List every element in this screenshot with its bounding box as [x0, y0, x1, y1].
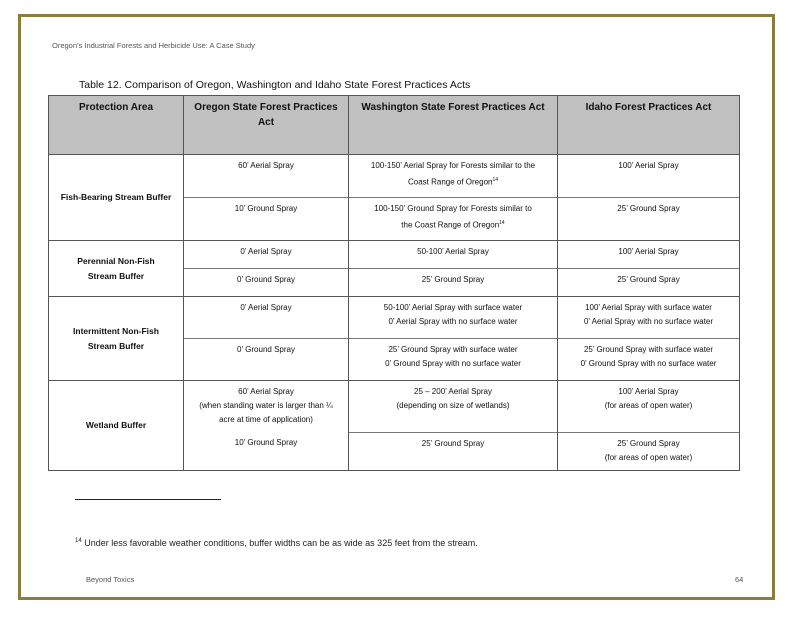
table-row: [49, 241, 740, 269]
table-row: [49, 297, 740, 339]
idaho-cell: 25’ Ground Spray with surface water 0’ Ground Spray with no surface water: [558, 339, 740, 381]
footnote-ref: 14: [492, 177, 499, 183]
washington-wetland-aerial: 25 – 200’ Aerial Spray (depending on size of wetlands): [396, 387, 510, 410]
oregon-cell: 0’ Aerial Spray: [184, 241, 349, 269]
footnote-text: Under less favorable weather conditions, buffer widths can be as wide as 325 feet from the stream.: [81, 538, 478, 548]
washington-cell: 25’ Ground Spray with surface water 0’ Ground Spray with no surface water: [349, 339, 558, 381]
idaho-cell: 100’ Aerial Spray: [558, 155, 740, 198]
column-header-protection-area: Protection Area: [49, 96, 184, 155]
idaho-cell: 100’ Aerial Spray with surface water 0’ Aerial Spray with no surface water: [558, 297, 740, 339]
idaho-wetland-aerial: 100’ Aerial Spray (for areas of open water): [604, 387, 693, 410]
idaho-wetland-ground: 25’ Ground Spray (for areas of open water): [558, 432, 739, 470]
table-caption: Table 12. Comparison of Oregon, Washington and Idaho State Forest Practices Acts: [79, 79, 471, 91]
oregon-cell: 0’ Aerial Spray: [184, 297, 349, 339]
idaho-cell: 25’ Ground Spray: [558, 269, 740, 297]
washington-cell: 50-100’ Aerial Spray: [349, 241, 558, 269]
table-header-row: [49, 96, 740, 155]
washington-cell: 100-150’ Aerial Spray for Forests similar to the Coast Range of Oregon$^{14}$: [349, 155, 558, 198]
protection-area-intermittent: Intermittent Non-Fish Stream Buffer: [49, 297, 184, 381]
oregon-cell: 0’ Ground Spray: [184, 339, 349, 381]
washington-cell: 100-150’ Ground Spray for Forests similar to the Coast Range of Oregon$^{14}$: [349, 198, 558, 241]
protection-area-wetland: Wetland Buffer: [49, 381, 184, 471]
washington-wetland-ground: 25’ Ground Spray: [349, 432, 557, 470]
column-header-oregon: Oregon State Forest Practices Act: [184, 96, 349, 155]
oregon-wetland-ground: 10’ Ground Spray: [234, 438, 298, 447]
table-row: [49, 155, 740, 198]
washington-cell: [349, 381, 558, 471]
idaho-cell: [558, 381, 740, 471]
footnote-number: 14: [75, 538, 82, 544]
forest-practices-table: [48, 95, 740, 471]
page-number: 64: [735, 575, 744, 584]
oregon-cell: [184, 381, 349, 471]
idaho-cell: 25’ Ground Spray: [558, 198, 740, 241]
column-header-idaho: Idaho Forest Practices Act: [558, 96, 740, 155]
protection-area-fish-bearing: Fish-Bearing Stream Buffer: [49, 155, 184, 241]
footer-publisher: Beyond Toxics: [86, 575, 135, 584]
washington-cell: 50-100’ Aerial Spray with surface water 0’ Aerial Spray with no surface water: [349, 297, 558, 339]
running-header: Oregon’s Industrial Forests and Herbicide Use: A Case Study: [52, 41, 255, 50]
oregon-cell: 10’ Ground Spray: [184, 198, 349, 241]
washington-cell: 25’ Ground Spray: [349, 269, 558, 297]
column-header-washington: Washington State Forest Practices Act: [349, 96, 558, 155]
footnote-divider: [75, 499, 221, 500]
idaho-cell: 100’ Aerial Spray: [558, 241, 740, 269]
document-page: [18, 14, 775, 600]
oregon-wetland-aerial: 60’ Aerial Spray (when standing water is larger than ¼ acre at time of application): [199, 387, 333, 424]
footnote: [75, 538, 478, 548]
protection-area-perennial: Perennial Non-Fish Stream Buffer: [49, 241, 184, 297]
table-row: [49, 381, 740, 471]
oregon-cell: 60’ Aerial Spray: [184, 155, 349, 198]
oregon-cell: 0’ Ground Spray: [184, 269, 349, 297]
footnote-ref: 14: [499, 220, 505, 226]
